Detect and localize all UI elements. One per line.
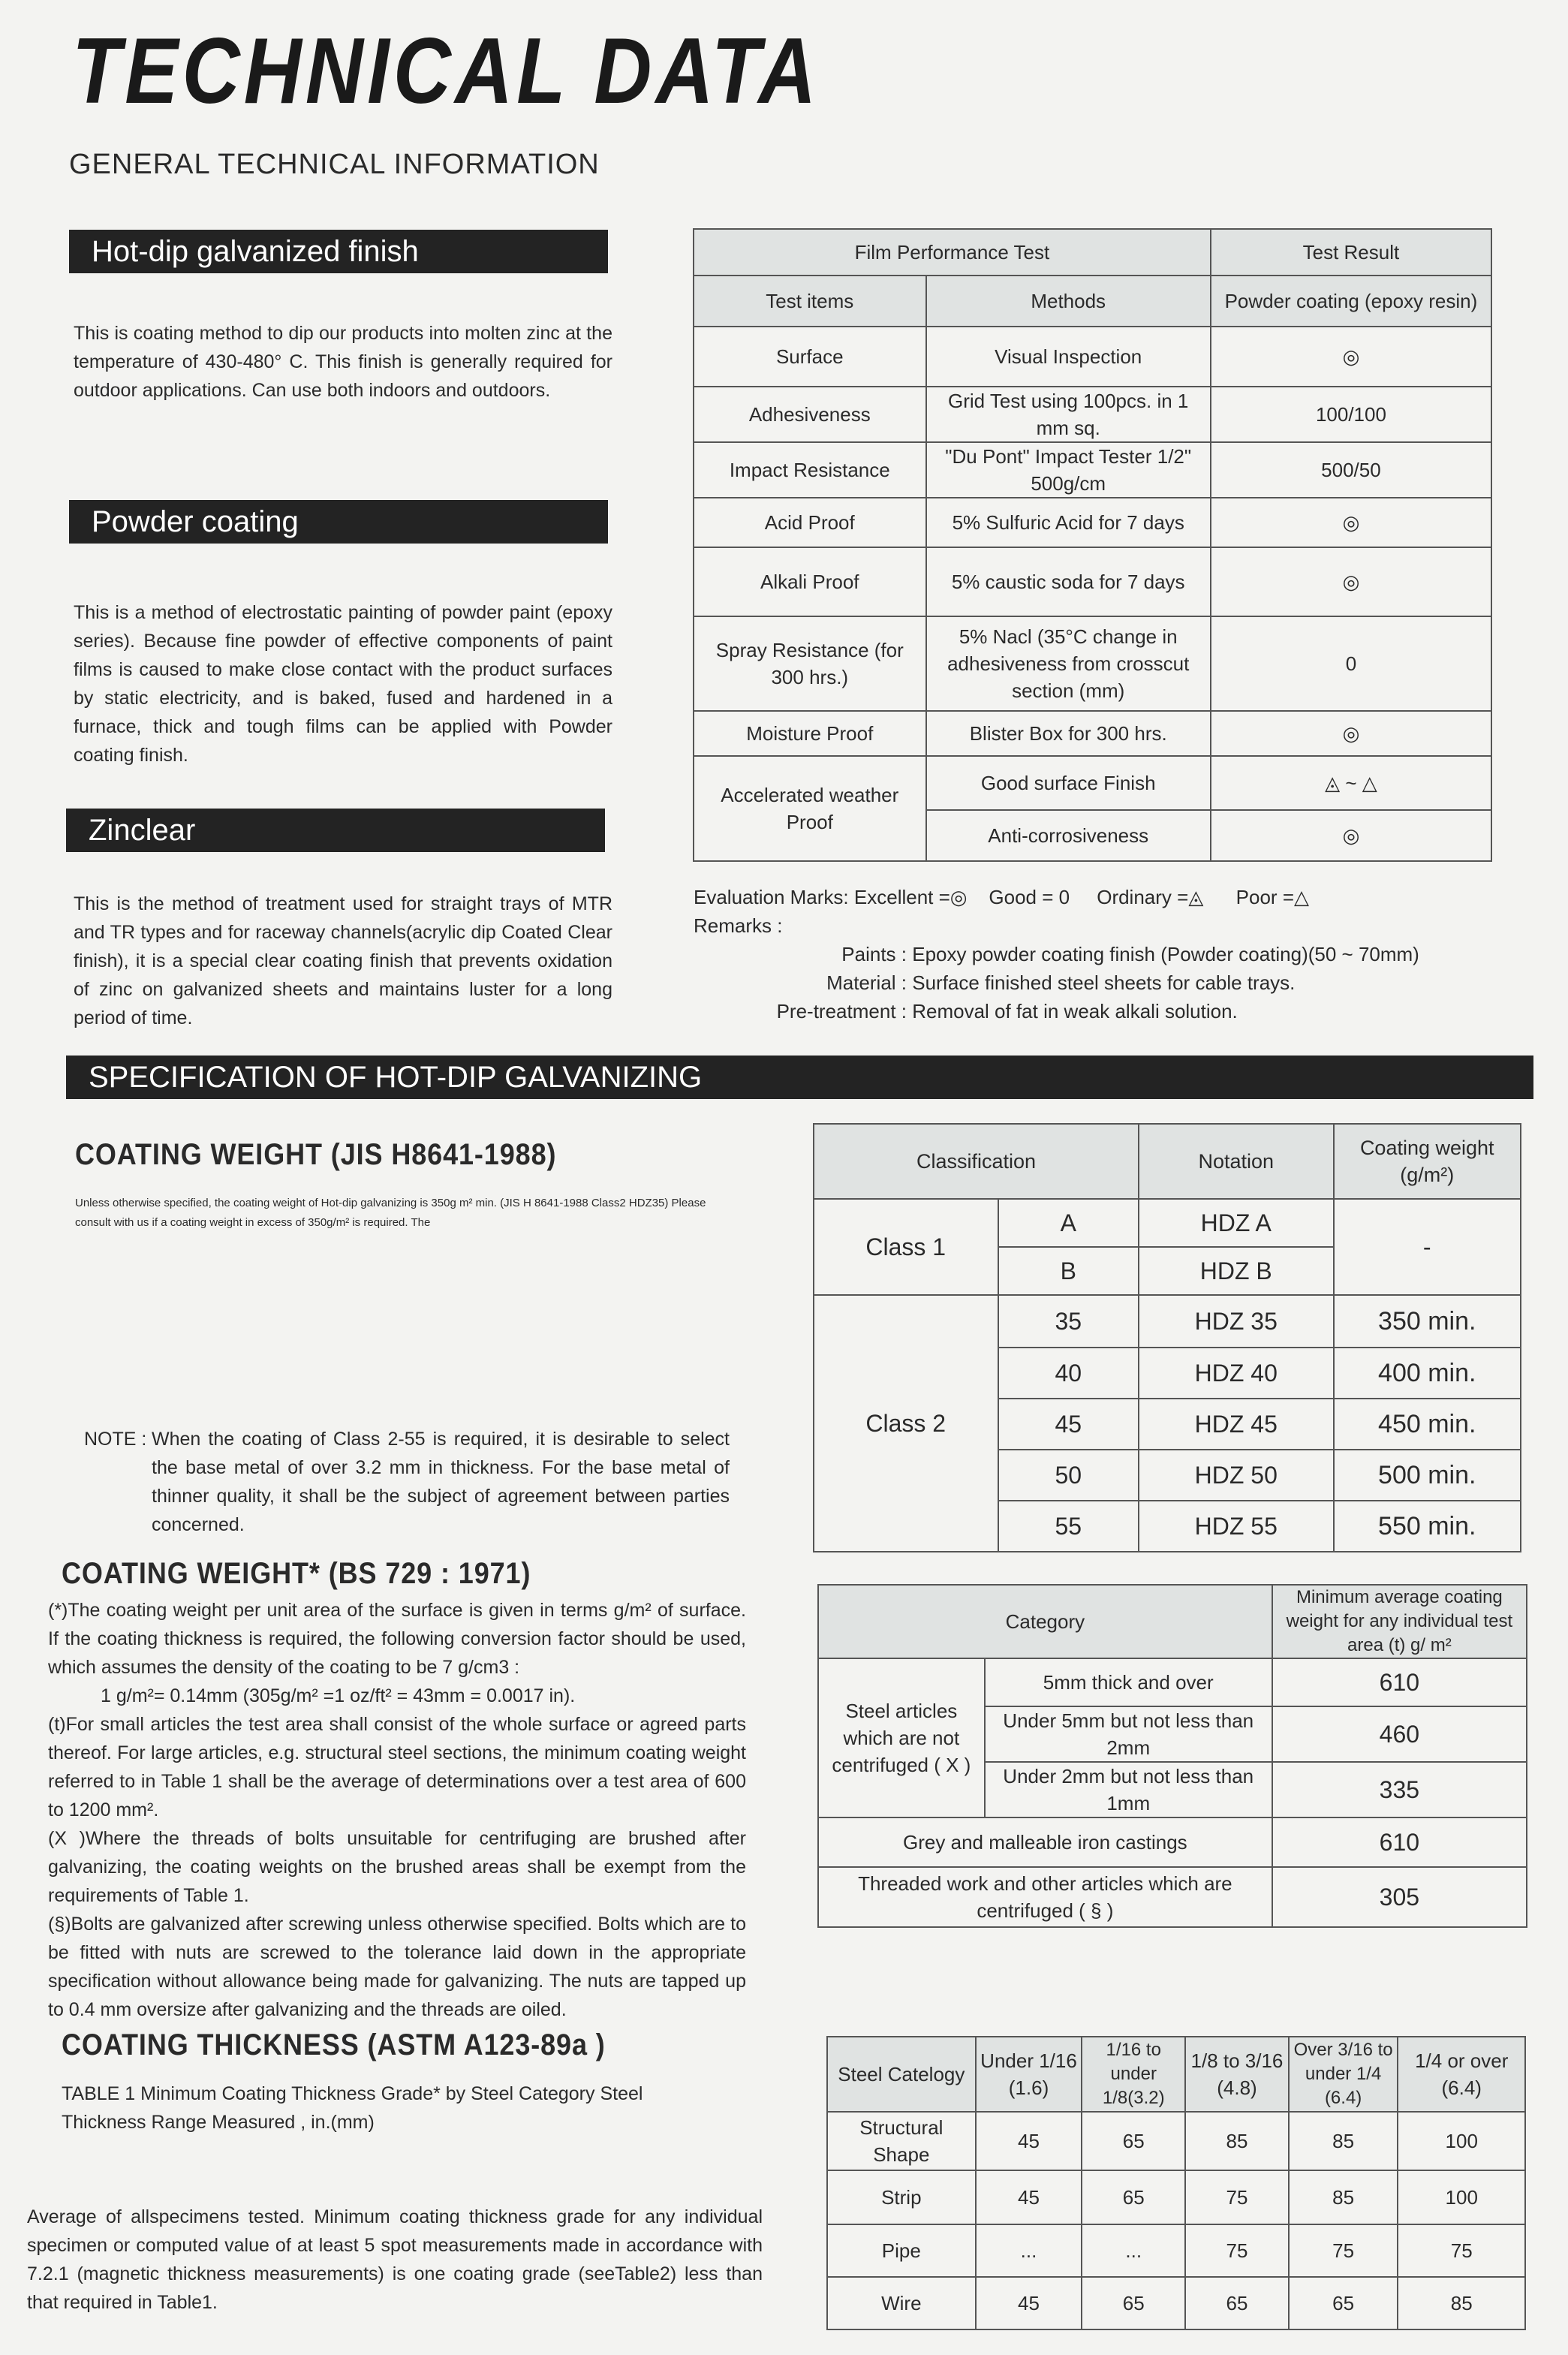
astm-table-caption: TABLE 1 Minimum Coating Thickness Grade* by Steel Category Steel Thickness Range Measured , in.(mm) — [62, 2083, 643, 2133]
header-cell: 1/4 or over (6.4) — [1398, 2037, 1525, 2112]
header-cell: Category — [818, 1585, 1272, 1658]
table-cell: HDZ 40 — [1139, 1348, 1333, 1399]
table-cell: 50 — [998, 1450, 1139, 1501]
header-cell: Powder coating (epoxy resin) — [1211, 276, 1491, 327]
table-cell: Adhesiveness — [694, 387, 926, 442]
remarks-label: Remarks : — [694, 914, 783, 937]
astm-heading: COATING THICKNESS (ASTM A123-89a ) — [62, 2028, 606, 2061]
table-cell: 100 — [1398, 2112, 1525, 2170]
table-cell: ◎ — [1211, 547, 1491, 616]
eval-poor: Poor =△ — [1235, 886, 1309, 908]
table-cell: Surface — [694, 327, 926, 387]
remark-label: Paints : — [841, 943, 907, 965]
table-cell: 0 — [1211, 616, 1491, 711]
bs-paragraph: (§)Bolts are galvanized after screwing unless otherwise specified. Bolts which are to be fitted with nuts are screwed to the tolerance laid down in the appropriate specification without allowance being made for galvanizing. The nuts are tapped up to 0.4 mm oversize after galvanizing and the threads are oiled. — [48, 1914, 746, 2020]
table-cell: 610 — [1272, 1658, 1527, 1706]
evaluation-marks — [694, 883, 1309, 911]
jis-note — [84, 1425, 730, 1539]
section-bar-powder — [69, 500, 608, 544]
table-cell: Good surface Finish — [926, 756, 1211, 810]
table-cell: HDZ 55 — [1139, 1501, 1333, 1552]
astm-average-text: Average of allspecimens tested. Minimum coating thickness grade for any individual specimen or computed value of at least 5 spot measurements made in accordance with 7.2.1 (magnetic thickness measurements) is one coating grade (seeTable2) less than that required in Table1. — [27, 2206, 763, 2313]
table-cell: 75 — [1398, 2224, 1525, 2277]
table-cell: ... — [976, 2224, 1082, 2277]
table-cell: Grid Test using 100pcs. in 1 mm sq. — [926, 387, 1211, 442]
table-cell: 65 — [1082, 2112, 1185, 2170]
table-cell: 75 — [1185, 2224, 1289, 2277]
table-cell: 65 — [1082, 2277, 1185, 2329]
bs-paragraph: (*)The coating weight per unit area of the surface is given in terms g/m² of surface. If the coating thickness is required, the following conversion factor should be used, which assumes the density of the coating to be 7 g/cm3 : — [48, 1600, 746, 1678]
table-cell: Accelerated weather Proof — [694, 756, 926, 861]
table-cell: Wire — [827, 2277, 976, 2329]
table-cell: Under 5mm but not less than 2mm — [985, 1706, 1272, 1762]
table-cell: - — [1334, 1199, 1521, 1295]
table-cell: Structural Shape — [827, 2112, 976, 2170]
header-cell: Coating weight (g/m²) — [1334, 1124, 1521, 1199]
table-cell: 40 — [998, 1348, 1139, 1399]
zinclear-text: This is the method of treatment used for straight trays of MTR and TR types and for raceway channels(acrylic dip Coated Clear finish), it is a special clear coating finish that prevents oxidation of zinc on galvanized sheets and maintains luster for a long period of time. — [74, 893, 612, 1028]
table-cell: 75 — [1185, 2170, 1289, 2224]
table-cell: 460 — [1272, 1706, 1527, 1762]
header-cell: Test Result — [1211, 229, 1491, 276]
table-cell: Spray Resistance (for 300 hrs.) — [694, 616, 926, 711]
remark-label: Material : — [826, 971, 907, 994]
header-cell: Notation — [1139, 1124, 1333, 1199]
table-cell: 5% Nacl (35°C change in adhesiveness from crosscut section (mm) — [926, 616, 1211, 711]
table-cell: 500 min. — [1334, 1450, 1521, 1501]
eval-label: Evaluation Marks: — [694, 886, 849, 908]
table-cell: 100 — [1398, 2170, 1525, 2224]
table-cell: 335 — [1272, 1762, 1527, 1817]
section-bar-zinclear — [66, 809, 605, 852]
table-cell: Moisture Proof — [694, 711, 926, 756]
header-cell: 1/8 to 3/16 (4.8) — [1185, 2037, 1289, 2112]
jis-small-text: Unless otherwise specified, the coating weight of Hot-dip galvanizing is 350g m² min. (JIS H 8641-1988 Class2 HDZ35) Please consult with us if a coating weight in excess of 350g/m² is required. The — [75, 1197, 706, 1229]
film-performance-table — [693, 228, 1492, 862]
eval-good: Good = 0 — [989, 886, 1070, 908]
bs-paragraph: (t)For small articles the test area shall consist of the whole surface or agreed parts thereof. For large articles, e.g. structural steel sections, the minimum coating weight referred to in Table 1 shall be the average of determinations over a test area of 600 to 1200 mm². — [48, 1714, 746, 1820]
table-cell: 5mm thick and over — [985, 1658, 1272, 1706]
table-cell: ... — [1082, 2224, 1185, 2277]
note-text: When the coating of Class 2-55 is required, it is desirable to select the base metal of over 3.2 mm in thickness. For the base metal of thinner quality, it shall be the subject of agreement between parties concerned. — [152, 1429, 730, 1535]
table-cell: 450 min. — [1334, 1399, 1521, 1450]
remark-value: Epoxy powder coating finish (Powder coating)(50 ~ 70mm) — [912, 943, 1419, 965]
table-cell: Anti-corrosiveness — [926, 810, 1211, 861]
table-cell: Strip — [827, 2170, 976, 2224]
table-cell: 65 — [1082, 2170, 1185, 2224]
table-cell: 305 — [1272, 1867, 1527, 1927]
table-cell: 5% caustic soda for 7 days — [926, 547, 1211, 616]
table-cell: 85 — [1289, 2170, 1398, 2224]
table-cell: 65 — [1185, 2277, 1289, 2329]
header-cell: Minimum average coating weight for any individual test area (t) g/ m² — [1272, 1585, 1527, 1658]
spec-bar — [66, 1056, 1533, 1099]
jis-coating-table — [813, 1123, 1521, 1552]
header-cell: Classification — [814, 1124, 1139, 1199]
table-cell: HDZ 45 — [1139, 1399, 1333, 1450]
spec-heading: SPECIFICATION OF HOT-DIP GALVANIZING — [89, 1060, 703, 1094]
table-cell: HDZ 35 — [1139, 1295, 1333, 1348]
table-cell: 45 — [976, 2112, 1082, 2170]
class-cell: Class 2 — [814, 1295, 998, 1552]
table-cell: "Du Pont" Impact Tester 1/2" 500g/cm — [926, 442, 1211, 498]
class-cell: Class 1 — [814, 1199, 998, 1295]
header-cell: Over 3/16 to under 1/4 (6.4) — [1289, 2037, 1398, 2112]
section-heading: Zinclear — [89, 813, 196, 847]
table-cell: 55 — [998, 1501, 1139, 1552]
table-cell: 45 — [976, 2277, 1082, 2329]
hot-dip-text: This is coating method to dip our products into molten zinc at the temperature of 430-480° C. This finish is generally required for outdoor applications. Can use both indoors and outdoors. — [74, 323, 612, 401]
table-cell: 45 — [998, 1399, 1139, 1450]
bs-paragraph: (X )Where the threads of bolts unsuitable for centrifuging are brushed after galvanizing, the coating weights on the brushed areas shall be exempt from the requirements of Table 1. — [48, 1828, 746, 1906]
table-cell: 500/50 — [1211, 442, 1491, 498]
bs-paragraph: 1 g/m²= 0.14mm (305g/m² =1 oz/ft² = 43mm = 0.0017 in). — [101, 1685, 576, 1706]
page-subtitle: GENERAL TECHNICAL INFORMATION — [69, 149, 600, 180]
table-cell: ◬ ~ △ — [1211, 756, 1491, 810]
table-cell: 45 — [976, 2170, 1082, 2224]
table-cell: 85 — [1289, 2112, 1398, 2170]
table-cell: Pipe — [827, 2224, 976, 2277]
table-cell: Visual Inspection — [926, 327, 1211, 387]
table-cell: 85 — [1398, 2277, 1525, 2329]
bs-text — [48, 1596, 746, 2024]
table-cell: 100/100 — [1211, 387, 1491, 442]
table-cell: 550 min. — [1334, 1501, 1521, 1552]
table-cell: Blister Box for 300 hrs. — [926, 711, 1211, 756]
header-cell: Steel Catelogy — [827, 2037, 976, 2112]
header-cell: 1/16 to under 1/8(3.2) — [1082, 2037, 1185, 2112]
table-cell: ◎ — [1211, 810, 1491, 861]
header-cell: Under 1/16 (1.6) — [976, 2037, 1082, 2112]
table-cell: Impact Resistance — [694, 442, 926, 498]
header-cell: Test items — [694, 276, 926, 327]
table-cell: 610 — [1272, 1817, 1527, 1867]
table-cell: 400 min. — [1334, 1348, 1521, 1399]
table-cell: Threaded work and other articles which are centrifuged ( § ) — [818, 1867, 1272, 1927]
table-cell: 85 — [1185, 2112, 1289, 2170]
table-cell: ◎ — [1211, 498, 1491, 547]
page-title: TECHNICAL DATA — [72, 20, 820, 123]
table-cell: B — [998, 1247, 1139, 1295]
section-heading: Hot-dip galvanized finish — [92, 234, 419, 268]
table-cell: 350 min. — [1334, 1295, 1521, 1348]
remarks-block — [757, 940, 1419, 1025]
jis-heading: COATING WEIGHT (JIS H8641-1988) — [75, 1138, 557, 1171]
eval-excellent: Excellent =◎ — [853, 886, 968, 908]
table-cell: HDZ 50 — [1139, 1450, 1333, 1501]
table-cell: 65 — [1289, 2277, 1398, 2329]
powder-text: This is a method of electrostatic painting of powder paint (epoxy series). Because fine powder of effective components of paint films is caused to make close contact with the product surfaces by static electricity, and is baked, fused and hardened in a furnace, thick and tough films can be applied with Powder coating finish. — [74, 602, 612, 766]
table-cell: Alkali Proof — [694, 547, 926, 616]
header-cell: Methods — [926, 276, 1211, 327]
table-cell: 35 — [998, 1295, 1139, 1348]
table-cell: Steel articles which are not centrifuged ( X ) — [818, 1658, 985, 1817]
table-cell: A — [998, 1199, 1139, 1247]
table-cell: Under 2mm but not less than 1mm — [985, 1762, 1272, 1817]
remark-value: Removal of fat in weak alkali solution. — [912, 1000, 1238, 1022]
table-cell: ◎ — [1211, 327, 1491, 387]
remark-value: Surface finished steel sheets for cable trays. — [912, 971, 1296, 994]
bs-heading: COATING WEIGHT* (BS 729 : 1971) — [62, 1557, 531, 1590]
table-cell: ◎ — [1211, 711, 1491, 756]
table-cell: HDZ A — [1139, 1199, 1333, 1247]
table-cell: Grey and malleable iron castings — [818, 1817, 1272, 1867]
astm-thickness-table — [826, 2036, 1526, 2330]
section-heading: Powder coating — [92, 504, 299, 538]
bs-coating-table — [817, 1584, 1527, 1928]
note-label: NOTE : — [84, 1429, 147, 1450]
table-cell: Acid Proof — [694, 498, 926, 547]
table-cell: 5% Sulfuric Acid for 7 days — [926, 498, 1211, 547]
eval-ordinary: Ordinary =◬ — [1097, 886, 1204, 908]
header-cell: Film Performance Test — [694, 229, 1211, 276]
table-cell: HDZ B — [1139, 1247, 1333, 1295]
section-bar-hot-dip — [69, 230, 608, 273]
remark-label: Pre-treatment : — [776, 1000, 907, 1022]
table-cell: 75 — [1289, 2224, 1398, 2277]
